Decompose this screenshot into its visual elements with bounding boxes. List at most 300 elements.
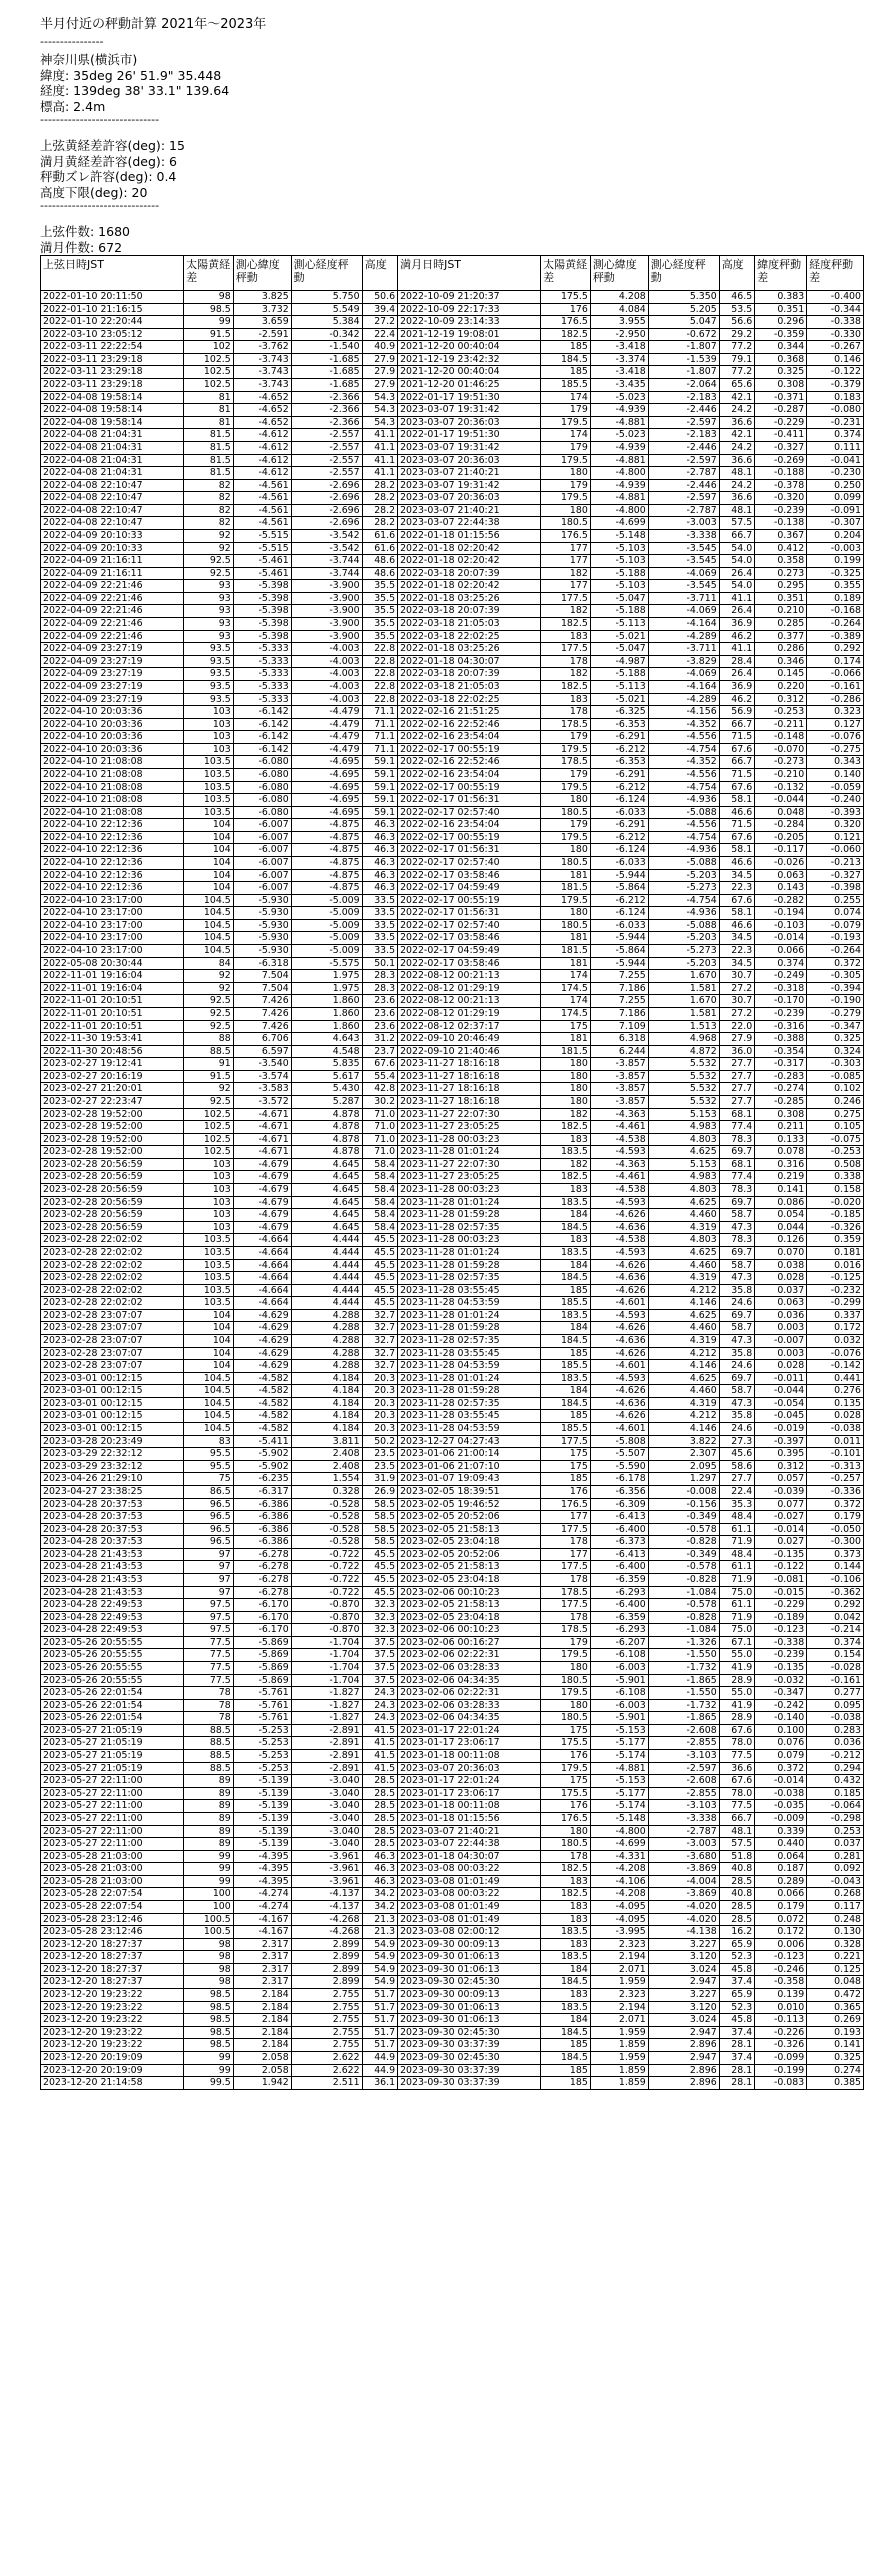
table-cell: 0.337 <box>807 1309 864 1322</box>
table-cell: 44.9 <box>362 2064 397 2077</box>
table-cell: 1.959 <box>590 2051 648 2064</box>
table-cell: -0.411 <box>755 429 807 442</box>
table-cell: -4.626 <box>590 1385 648 1398</box>
table-cell: 68.1 <box>719 1108 754 1121</box>
table-cell: 2023-11-27 23:05:25 <box>398 1121 541 1134</box>
table-cell: 0.210 <box>755 605 807 618</box>
table-cell: -0.081 <box>755 1573 807 1586</box>
table-cell: 58.1 <box>719 907 754 920</box>
table-cell: 2022-02-16 22:52:46 <box>398 718 541 731</box>
table-cell: -4.636 <box>590 1221 648 1234</box>
table-cell: 2022-04-10 23:17:00 <box>41 907 184 920</box>
table-cell: 2022-02-17 04:59:49 <box>398 882 541 895</box>
table-cell: 2023-02-06 00:16:27 <box>398 1636 541 1649</box>
table-cell: -5.021 <box>590 693 648 706</box>
table-cell: -0.080 <box>807 404 864 417</box>
table-cell: -5.575 <box>291 957 362 970</box>
table-cell: 71.1 <box>362 718 397 731</box>
table-cell: 69.7 <box>719 1372 754 1385</box>
table-cell: -4.695 <box>291 768 362 781</box>
table-cell: 0.374 <box>755 957 807 970</box>
table-cell: 2023-02-05 20:52:06 <box>398 1511 541 1524</box>
table-cell: 96.5 <box>184 1523 234 1536</box>
table-cell: -5.253 <box>233 1737 291 1750</box>
table-cell: 2023-11-28 04:53:59 <box>398 1360 541 1373</box>
table-row <box>41 1297 864 1310</box>
table-cell: 0.145 <box>755 668 807 681</box>
table-cell: -0.828 <box>648 1573 719 1586</box>
table-cell: 0.063 <box>755 1297 807 1310</box>
table-cell: 0.308 <box>755 379 807 392</box>
table-cell: -3.542 <box>291 542 362 555</box>
table-cell: -3.040 <box>291 1825 362 1838</box>
table-cell: 184.5 <box>541 1334 591 1347</box>
table-cell: 0.385 <box>807 2077 864 2090</box>
table-cell: 3.811 <box>291 1435 362 1448</box>
table-cell: 176.5 <box>541 529 591 542</box>
table-cell: 2023-01-17 22:01:24 <box>398 1724 541 1737</box>
table-row <box>41 668 864 681</box>
table-cell: 33.5 <box>362 932 397 945</box>
table-cell: 179 <box>541 819 591 832</box>
table-cell: 22.3 <box>719 882 754 895</box>
table-cell: 185 <box>541 2064 591 2077</box>
table-cell: 183 <box>541 1989 591 2002</box>
table-cell: 5.750 <box>291 291 362 304</box>
table-cell: -6.142 <box>233 743 291 756</box>
table-cell: -6.373 <box>590 1536 648 1549</box>
table-cell: -4.020 <box>648 1901 719 1914</box>
table-cell: -1.704 <box>291 1649 362 1662</box>
table-row <box>41 1573 864 1586</box>
table-cell: -2.855 <box>648 1787 719 1800</box>
table-cell: 0.199 <box>807 555 864 568</box>
table-cell: 48.6 <box>362 555 397 568</box>
table-cell: 44.9 <box>362 2051 397 2064</box>
table-cell: 2023-01-06 21:00:14 <box>398 1448 541 1461</box>
latitude-line: 緯度: 35deg 26' 51.9" 35.448 <box>40 67 222 83</box>
table-cell: 5.532 <box>648 1096 719 1109</box>
table-cell: 20.3 <box>362 1423 397 1436</box>
table-cell: -4.679 <box>233 1209 291 1222</box>
table-cell: 33.5 <box>362 907 397 920</box>
table-cell: 0.105 <box>807 1121 864 1134</box>
table-cell: 0.275 <box>807 1108 864 1121</box>
table-cell: 28.5 <box>362 1825 397 1838</box>
table-cell: -4.671 <box>233 1146 291 1159</box>
table-cell: 180 <box>541 1825 591 1838</box>
table-cell: 4.146 <box>648 1360 719 1373</box>
table-cell: -4.363 <box>590 1108 648 1121</box>
table-cell: 78.3 <box>719 1184 754 1197</box>
table-cell: 175.5 <box>541 1737 591 1750</box>
table-cell: -6.353 <box>590 718 648 731</box>
table-row <box>41 1007 864 1020</box>
table-cell: 77.5 <box>184 1649 234 1662</box>
table-cell: -4.881 <box>590 492 648 505</box>
table-cell: 2022-04-08 22:10:47 <box>41 492 184 505</box>
table-cell: 2022-09-10 20:46:49 <box>398 1033 541 1046</box>
table-cell: 0.285 <box>755 618 807 631</box>
table-cell: 180 <box>541 844 591 857</box>
table-cell: -4.612 <box>233 454 291 467</box>
table-cell: 179.5 <box>541 492 591 505</box>
table-cell: 1.581 <box>648 982 719 995</box>
table-cell: -4.881 <box>590 1762 648 1775</box>
table-cell: -4.582 <box>233 1372 291 1385</box>
table-cell: -0.122 <box>755 1561 807 1574</box>
table-cell: 0.328 <box>807 1938 864 1951</box>
table-cell: 176.5 <box>541 316 591 329</box>
table-cell: 183 <box>541 1913 591 1926</box>
table-row <box>41 1284 864 1297</box>
table-cell: 180 <box>541 467 591 480</box>
table-cell: -6.235 <box>233 1473 291 1486</box>
table-cell: -5.869 <box>233 1674 291 1687</box>
table-cell: -0.300 <box>807 1536 864 1549</box>
table-cell: 103 <box>184 1171 234 1184</box>
table-cell: 3.120 <box>648 2001 719 2014</box>
table-cell: 177 <box>541 1511 591 1524</box>
table-cell: 45.5 <box>362 1586 397 1599</box>
table-cell: 2022-02-16 23:54:04 <box>398 768 541 781</box>
table-cell: -0.722 <box>291 1548 362 1561</box>
table-cell: 54.9 <box>362 1963 397 1976</box>
table-cell: -6.033 <box>590 919 648 932</box>
table-cell: -4.800 <box>590 504 648 517</box>
table-cell: 2022-03-18 20:07:39 <box>398 668 541 681</box>
table-cell: 2023-03-07 20:36:03 <box>398 454 541 467</box>
table-cell: 102.5 <box>184 366 234 379</box>
table-cell: 185 <box>541 366 591 379</box>
table-cell: 183.5 <box>541 1372 591 1385</box>
table-cell: 177.5 <box>541 1599 591 1612</box>
table-cell: 0.440 <box>755 1838 807 1851</box>
table-cell: 77.5 <box>184 1674 234 1687</box>
table-cell: 104 <box>184 819 234 832</box>
table-cell: 0.010 <box>755 2001 807 2014</box>
table-cell: -0.318 <box>755 982 807 995</box>
table-row <box>41 2014 864 2027</box>
table-cell: 2.755 <box>291 2026 362 2039</box>
table-cell: -0.299 <box>807 1297 864 1310</box>
table-cell: -4.582 <box>233 1385 291 1398</box>
table-cell: -5.203 <box>648 932 719 945</box>
table-cell: 179 <box>541 731 591 744</box>
table-cell: 2022-03-18 22:02:25 <box>398 630 541 643</box>
table-cell: 98.5 <box>184 303 234 316</box>
table-cell: -4.881 <box>590 454 648 467</box>
table-cell: -6.278 <box>233 1573 291 1586</box>
table-row <box>41 1485 864 1498</box>
table-row <box>41 1070 864 1083</box>
table-cell: -0.722 <box>291 1561 362 1574</box>
table-cell: -4.612 <box>233 441 291 454</box>
table-cell: -2.446 <box>648 441 719 454</box>
table-cell: 4.212 <box>648 1284 719 1297</box>
table-cell: -6.178 <box>590 1473 648 1486</box>
table-cell: 182 <box>541 1158 591 1171</box>
table-cell: -4.274 <box>233 1888 291 1901</box>
table-cell: 4.444 <box>291 1284 362 1297</box>
table-cell: -0.039 <box>755 1485 807 1498</box>
table-row <box>41 1926 864 1939</box>
table-cell: 99 <box>184 2051 234 2064</box>
table-row <box>41 1737 864 1750</box>
table-cell: -5.148 <box>590 1812 648 1825</box>
table-cell: -6.080 <box>233 794 291 807</box>
table-cell: 0.276 <box>807 1385 864 1398</box>
table-cell: 28.4 <box>719 655 754 668</box>
table-cell: 7.426 <box>233 995 291 1008</box>
table-cell: 57.5 <box>719 517 754 530</box>
table-cell: -6.278 <box>233 1586 291 1599</box>
table-cell: 0.187 <box>755 1863 807 1876</box>
table-row <box>41 907 864 920</box>
table-cell: -4.106 <box>590 1875 648 1888</box>
table-cell: -0.229 <box>755 1599 807 1612</box>
table-cell: -0.044 <box>755 794 807 807</box>
table-cell: 180 <box>541 1096 591 1109</box>
table-cell: 58.5 <box>362 1536 397 1549</box>
table-cell: -0.044 <box>755 1385 807 1398</box>
table-cell: -3.869 <box>648 1863 719 1876</box>
table-cell: 175 <box>541 1448 591 1461</box>
table-row <box>41 341 864 354</box>
table-cell: -4.875 <box>291 819 362 832</box>
table-cell: 99 <box>184 1863 234 1876</box>
table-cell: 2022-04-10 22:12:36 <box>41 819 184 832</box>
table-cell: 0.174 <box>807 655 864 668</box>
table-cell: 61.6 <box>362 529 397 542</box>
table-cell: 0.121 <box>807 831 864 844</box>
table-cell: -4.671 <box>233 1133 291 1146</box>
table-cell: 67.6 <box>719 781 754 794</box>
table-cell: -0.338 <box>807 316 864 329</box>
table-cell: 2023-03-28 20:23:49 <box>41 1435 184 1448</box>
table-cell: -0.397 <box>755 1435 807 1448</box>
table-cell: -6.309 <box>590 1498 648 1511</box>
table-cell: 51.7 <box>362 2039 397 2052</box>
table-cell: 2022-04-10 22:12:36 <box>41 844 184 857</box>
table-cell: 104 <box>184 831 234 844</box>
table-cell: -4.137 <box>291 1888 362 1901</box>
table-row <box>41 743 864 756</box>
table-row <box>41 1096 864 1109</box>
table-cell: 98.5 <box>184 2039 234 2052</box>
table-cell: 88.5 <box>184 1762 234 1775</box>
table-cell: 24.6 <box>719 1423 754 1436</box>
table-cell: 183.5 <box>541 2001 591 2014</box>
table-cell: 3.659 <box>233 316 291 329</box>
table-cell: 2022-04-10 21:08:08 <box>41 756 184 769</box>
table-cell: -3.900 <box>291 605 362 618</box>
table-cell: 7.186 <box>590 982 648 995</box>
table-cell: -4.695 <box>291 794 362 807</box>
table-cell: 0.183 <box>807 391 864 404</box>
table-cell: -0.240 <box>807 794 864 807</box>
table-cell: 35.8 <box>719 1410 754 1423</box>
table-cell: -6.291 <box>590 731 648 744</box>
table-cell: 88.5 <box>184 1737 234 1750</box>
table-cell: 2.947 <box>648 1976 719 1989</box>
table-row <box>41 1838 864 1851</box>
table-cell: 59.1 <box>362 768 397 781</box>
table-cell: 58.1 <box>719 794 754 807</box>
table-cell: -0.148 <box>755 731 807 744</box>
table-cell: 103 <box>184 718 234 731</box>
table-cell: 0.359 <box>807 1234 864 1247</box>
table-cell: 48.1 <box>719 467 754 480</box>
table-row <box>41 1045 864 1058</box>
table-cell: 0.172 <box>807 1322 864 1335</box>
table-cell: -5.203 <box>648 869 719 882</box>
table-row <box>41 1108 864 1121</box>
table-cell: 182.5 <box>541 1888 591 1901</box>
table-cell: 71.0 <box>362 1146 397 1159</box>
table-cell: 2023-09-30 02:45:30 <box>398 1976 541 1989</box>
table-cell: 77.2 <box>719 341 754 354</box>
table-cell: 4.625 <box>648 1146 719 1159</box>
table-cell: 92.5 <box>184 1007 234 1020</box>
table-cell: 4.645 <box>291 1184 362 1197</box>
table-cell: -0.338 <box>755 1636 807 1649</box>
table-cell: 66.7 <box>719 529 754 542</box>
table-cell: 2023-09-30 03:37:39 <box>398 2077 541 2090</box>
table-cell: -3.711 <box>648 643 719 656</box>
table-cell: 47.3 <box>719 1272 754 1285</box>
table-cell: 2023-01-17 22:01:24 <box>398 1775 541 1788</box>
table-cell: -6.170 <box>233 1624 291 1637</box>
table-cell: 26.4 <box>719 567 754 580</box>
table-cell: 92 <box>184 970 234 983</box>
table-cell: 184.5 <box>541 1272 591 1285</box>
table-cell: 185.5 <box>541 379 591 392</box>
table-cell: -6.386 <box>233 1498 291 1511</box>
table-cell: 36.9 <box>719 618 754 631</box>
column-header: 満月日時JST <box>398 256 541 291</box>
table-cell: 2023-04-26 21:29:10 <box>41 1473 184 1486</box>
table-row <box>41 454 864 467</box>
table-cell: 91.5 <box>184 328 234 341</box>
table-cell: 50.1 <box>362 957 397 970</box>
table-cell: -5.009 <box>291 907 362 920</box>
table-cell: 177.5 <box>541 1523 591 1536</box>
table-row <box>41 1863 864 1876</box>
table-cell: -3.743 <box>233 366 291 379</box>
table-cell: -2.597 <box>648 1762 719 1775</box>
table-cell: -0.189 <box>755 1611 807 1624</box>
table-cell: -4.003 <box>291 693 362 706</box>
table-row <box>41 1687 864 1700</box>
table-cell: 103 <box>184 1209 234 1222</box>
table-cell: -5.869 <box>233 1649 291 1662</box>
table-cell: -0.014 <box>755 1523 807 1536</box>
table-cell: -5.461 <box>233 567 291 580</box>
table-cell: -0.354 <box>755 1045 807 1058</box>
table-cell: -3.743 <box>233 353 291 366</box>
table-cell: 2022-08-12 00:21:13 <box>398 970 541 983</box>
table-cell: 2023-03-29 22:32:12 <box>41 1448 184 1461</box>
table-cell: 177.5 <box>541 1561 591 1574</box>
table-cell: 0.117 <box>807 1901 864 1914</box>
table-cell: -1.827 <box>291 1699 362 1712</box>
table-cell: 0.323 <box>807 706 864 719</box>
table-cell: -0.008 <box>648 1485 719 1498</box>
table-cell: -5.864 <box>590 882 648 895</box>
table-cell: -3.572 <box>233 1096 291 1109</box>
table-cell: 2023-11-28 02:57:35 <box>398 1221 541 1234</box>
table-cell: 4.444 <box>291 1259 362 1272</box>
table-cell: 36.6 <box>719 416 754 429</box>
table-cell: -4.679 <box>233 1196 291 1209</box>
table-cell: 104.5 <box>184 1423 234 1436</box>
table-cell: 2023-05-27 22:11:00 <box>41 1800 184 1813</box>
table-cell: -0.075 <box>807 1133 864 1146</box>
table-cell: 180 <box>541 504 591 517</box>
table-cell: 2023-12-20 19:23:22 <box>41 2014 184 2027</box>
table-cell: -6.142 <box>233 706 291 719</box>
table-row <box>41 580 864 593</box>
table-cell: 48.1 <box>719 504 754 517</box>
column-header: 太陽黄経差 <box>184 256 234 291</box>
table-cell: -5.398 <box>233 592 291 605</box>
table-cell: 0.432 <box>807 1775 864 1788</box>
table-cell: 2.755 <box>291 2001 362 2014</box>
table-cell: -3.540 <box>233 1058 291 1071</box>
table-cell: 26.4 <box>719 605 754 618</box>
table-cell: 2023-11-28 01:01:24 <box>398 1146 541 1159</box>
table-cell: 182 <box>541 1108 591 1121</box>
table-cell: -4.612 <box>233 467 291 480</box>
column-header: 測心経度秤動 <box>648 256 719 291</box>
table-cell: 37.5 <box>362 1636 397 1649</box>
table-cell: -4.268 <box>291 1926 362 1939</box>
table-cell: -4.939 <box>590 441 648 454</box>
table-cell: 77.2 <box>719 366 754 379</box>
table-cell: 103.5 <box>184 1297 234 1310</box>
table-row <box>41 429 864 442</box>
table-cell: 71.9 <box>719 1573 754 1586</box>
table-cell: 0.185 <box>807 1787 864 1800</box>
table-cell: 2023-02-27 21:20:01 <box>41 1083 184 1096</box>
table-cell: -4.593 <box>590 1372 648 1385</box>
table-cell: -4.561 <box>233 517 291 530</box>
table-cell: 2022-03-11 22:22:54 <box>41 341 184 354</box>
table-cell: -6.007 <box>233 882 291 895</box>
table-cell: 2023-05-27 21:05:19 <box>41 1750 184 1763</box>
table-cell: 2022-02-17 02:57:40 <box>398 806 541 819</box>
table-cell: 66.7 <box>719 718 754 731</box>
table-cell: -0.284 <box>755 819 807 832</box>
table-cell: -5.188 <box>590 668 648 681</box>
table-cell: -5.398 <box>233 618 291 631</box>
table-cell: -2.696 <box>291 517 362 530</box>
table-cell: 58.7 <box>719 1322 754 1335</box>
table-cell: 2023-11-28 03:55:45 <box>398 1284 541 1297</box>
table-row <box>41 831 864 844</box>
table-cell: -3.900 <box>291 618 362 631</box>
table-cell: 103 <box>184 743 234 756</box>
table-cell: -0.349 <box>648 1548 719 1561</box>
table-cell: 2022-02-17 04:59:49 <box>398 945 541 958</box>
table-cell: 2.755 <box>291 2014 362 2027</box>
table-cell: 27.3 <box>719 1435 754 1448</box>
table-cell: 179.5 <box>541 743 591 756</box>
table-cell: 7.504 <box>233 982 291 995</box>
table-cell: 4.319 <box>648 1334 719 1347</box>
table-cell: 23.7 <box>362 1045 397 1058</box>
